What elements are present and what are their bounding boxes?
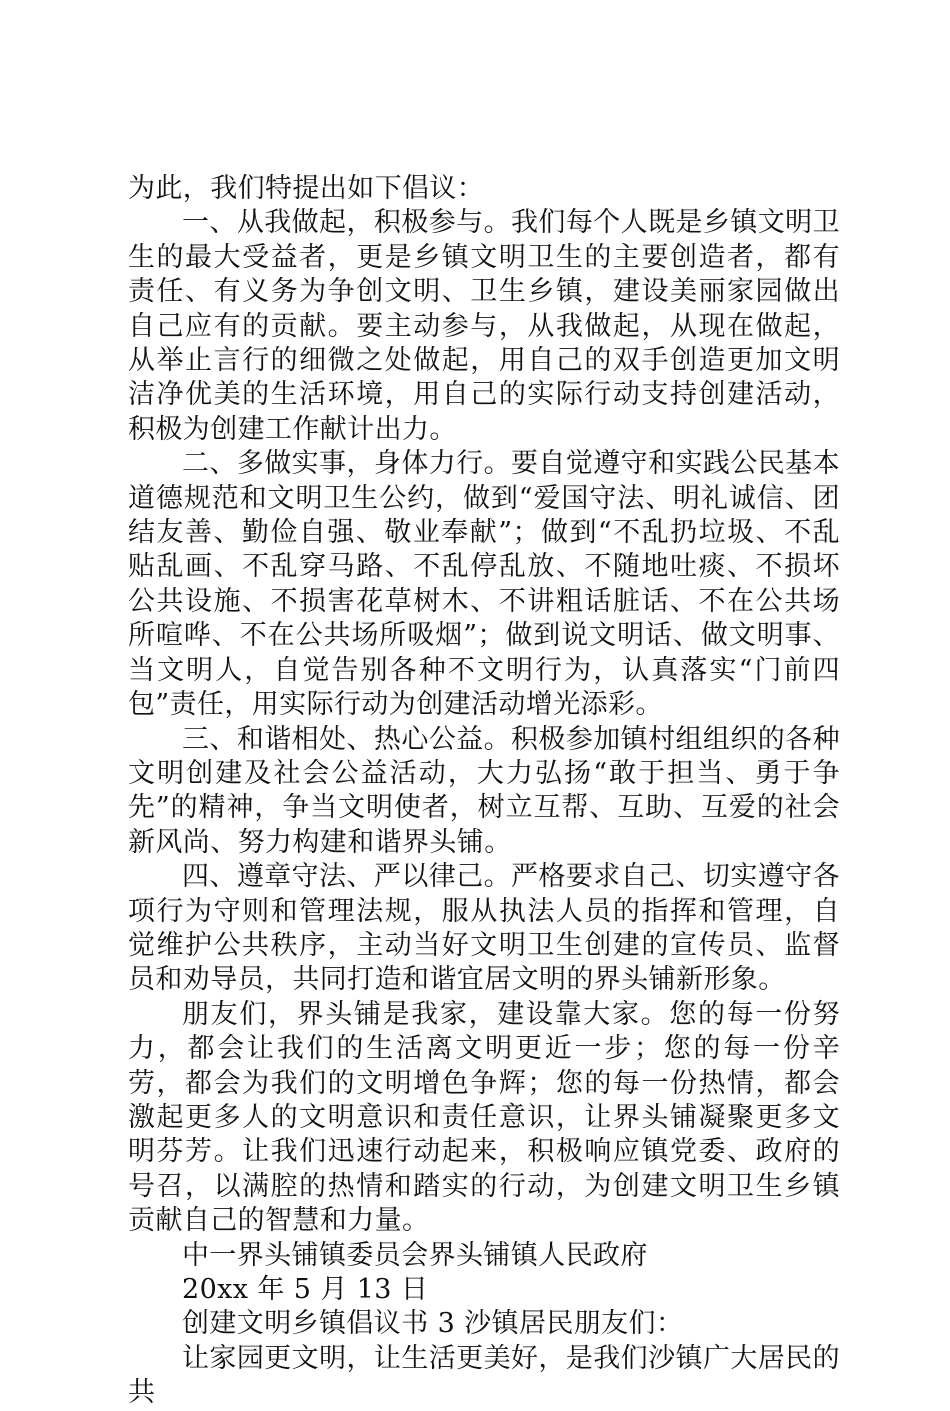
- signature-line: 中一界头铺镇委员会界头铺镇人民政府: [182, 1239, 648, 1271]
- proposal-one-paragraph: 一、从我做起，积极参与。我们每个人既是乡镇文明卫生的最大受益者，更是乡镇文明卫生的主要创造者，都有责任、有义务为争创文明、卫生乡镇，建设美丽家园做出自己应有的贡献。要主动参与，从我做起，从现在做起，从举止言行的细微之处做起，用自己的双手创造更加文明洁净优美的生活环境，用自己的实际行动支持创建活动，积极为创建工作献计出力。: [128, 207, 840, 445]
- date-line: 20xx 年 5 月 13 日: [182, 1274, 429, 1305]
- closing-paragraph: 朋友们，界头铺是我家，建设靠大家。您的每一份努力，都会让我们的生活离文明更近一步；您的每一份辛劳，都会为我们的文明增色争辉；您的每一份热情，都会激起更多人的文明意识和责任意识，让界头铺凝聚更多文明芬芳。让我们迅速行动起来，积极响应镇党委、政府的号召，以满腔的热情和踏实的行动，为创建文明卫生乡镇贡献自己的智慧和力量。: [128, 998, 840, 1237]
- proposal-two-paragraph: 二、多做实事，身体力行。要自觉遵守和实践公民基本道德规范和文明卫生公约，做到“爱国守法、明礼诚信、团结友善、勤俭自强、敬业奉献”；做到“不乱扔垃圾、不乱贴乱画、不乱穿马路、不乱停乱放、不随地吐痰、不损坏公共设施、不损害花草树木、不讲粗话脏话、不在公共场所喧哗、不在公共场所吸烟”；做到说文明话、做文明事、当文明人，自觉告别各种不文明行为，认真落实“门前四包”责任，用实际行动为创建活动增光添彩。: [128, 448, 840, 721]
- proposal-three-paragraph: 三、和谐相处、热心公益。积极参加镇村组组织的各种文明创建及社会公益活动，大力弘扬“敢于担当、勇于争先”的精神，争当文明使者，树立互帮、互助、互爱的社会新风尚、努力构建和谐界头铺。: [128, 723, 840, 858]
- next-document-first-line: 让家园更文明，让生活更美好，是我们沙镇广大居民的共: [128, 1342, 840, 1409]
- intro-paragraph: 为此，我们特提出如下倡议：: [128, 173, 485, 204]
- proposal-four-paragraph: 四、遵章守法、严以律己。严格要求自己、切实遵守各项行为守则和管理法规，服从执法人员的指挥和管理，自觉维护公共秩序，主动当好文明卫生创建的宣传员、监督员和劝导员，共同打造和谐宜居文明的界头铺新形象。: [128, 861, 840, 996]
- next-document-heading: 创建文明乡镇倡议书 3 沙镇居民朋友们：: [182, 1308, 684, 1340]
- document-body: [128, 172, 840, 1411]
